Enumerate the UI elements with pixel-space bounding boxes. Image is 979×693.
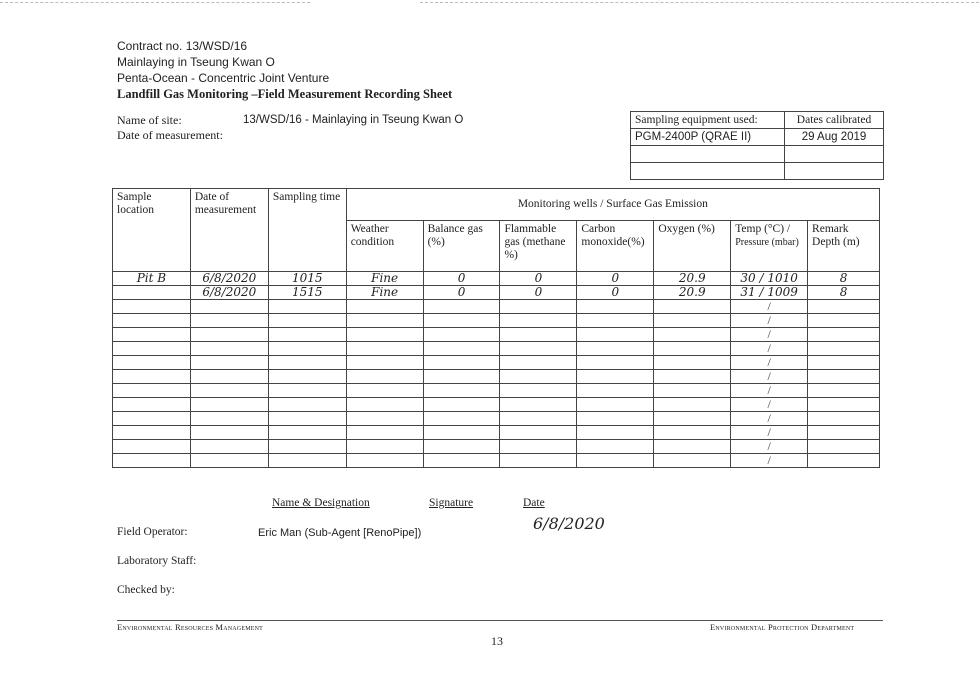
cell-co bbox=[577, 440, 654, 454]
cell-flammable bbox=[500, 370, 577, 384]
table-row bbox=[113, 342, 880, 356]
field-operator-name: Eric Man (Sub-Agent [RenoPipe]) bbox=[258, 527, 422, 539]
cell-weather bbox=[346, 314, 423, 328]
cell-oxygen bbox=[654, 384, 731, 398]
cell-temp: / bbox=[731, 426, 808, 440]
field-operator-label: Field Operator: bbox=[117, 526, 188, 538]
cell-weather bbox=[346, 384, 423, 398]
cell-balance bbox=[423, 314, 500, 328]
cell-temp: / bbox=[731, 440, 808, 454]
equipment-cell: PGM-2400P (QRAE II) bbox=[631, 129, 785, 146]
cell-balance bbox=[423, 384, 500, 398]
cell-temp: / bbox=[731, 300, 808, 314]
cell-weather bbox=[346, 342, 423, 356]
cell-flammable bbox=[500, 412, 577, 426]
cell-oxygen: 20.9 bbox=[654, 286, 731, 300]
cell-remark: 8 bbox=[808, 286, 880, 300]
cell-temp: / bbox=[731, 384, 808, 398]
header-temp: Temp (°C) / bbox=[735, 223, 791, 236]
cell-balance bbox=[423, 412, 500, 426]
cell-temp: / bbox=[731, 454, 808, 468]
cell-location bbox=[113, 370, 191, 384]
cell-temp: / bbox=[731, 328, 808, 342]
site-name-value: 13/WSD/16 - Mainlaying in Tseung Kwan O bbox=[243, 114, 464, 126]
cell-remark: 8 bbox=[808, 272, 880, 286]
cell-temp: / bbox=[731, 370, 808, 384]
cell-flammable bbox=[500, 384, 577, 398]
cell-remark bbox=[808, 398, 880, 412]
cell-date: 6/8/2020 bbox=[190, 272, 268, 286]
cell-co bbox=[577, 300, 654, 314]
header-monitoring-group: Monitoring wells / Surface Gas Emission bbox=[346, 189, 879, 221]
header-remark: Remark Depth (m) bbox=[808, 221, 880, 272]
cell-time bbox=[268, 440, 346, 454]
cell-time bbox=[268, 328, 346, 342]
cell-date: 6/8/2020 bbox=[190, 286, 268, 300]
cell-temp: / bbox=[731, 314, 808, 328]
cell-date bbox=[190, 412, 268, 426]
footer-left: Environmental Resources Management bbox=[117, 622, 263, 632]
cell-flammable bbox=[500, 426, 577, 440]
cell-co bbox=[577, 398, 654, 412]
table-row bbox=[113, 426, 880, 440]
cell-oxygen bbox=[654, 370, 731, 384]
cell-oxygen bbox=[654, 440, 731, 454]
cell-oxygen bbox=[654, 454, 731, 468]
cell-flammable bbox=[500, 398, 577, 412]
cell-remark bbox=[808, 440, 880, 454]
cell-co bbox=[577, 356, 654, 370]
cell-flammable: 0 bbox=[500, 272, 577, 286]
cell-date bbox=[190, 342, 268, 356]
cell-time bbox=[268, 370, 346, 384]
laboratory-staff-label: Laboratory Staff: bbox=[117, 555, 197, 567]
cell-location bbox=[113, 300, 191, 314]
cell-co bbox=[577, 426, 654, 440]
cell-oxygen bbox=[654, 426, 731, 440]
cell-time bbox=[268, 314, 346, 328]
cell-date bbox=[190, 314, 268, 328]
cell-location bbox=[113, 426, 191, 440]
cell-temp: / bbox=[731, 398, 808, 412]
cell-oxygen: 20.9 bbox=[654, 272, 731, 286]
signoff-date-header: Date bbox=[523, 497, 545, 509]
cell-date bbox=[190, 356, 268, 370]
equipment-header: Sampling equipment used: bbox=[631, 112, 785, 129]
cell-weather bbox=[346, 454, 423, 468]
table-row bbox=[113, 440, 880, 454]
table-row bbox=[113, 384, 880, 398]
table-row bbox=[113, 356, 880, 370]
header-oxygen: Oxygen (%) bbox=[654, 221, 731, 272]
cell-location bbox=[113, 286, 191, 300]
cell-weather bbox=[346, 412, 423, 426]
contractor-name: Penta-Ocean - Concentric Joint Venture bbox=[117, 71, 330, 85]
cell-location bbox=[113, 328, 191, 342]
cell-date bbox=[190, 370, 268, 384]
cell-time bbox=[268, 412, 346, 426]
cell-oxygen bbox=[654, 328, 731, 342]
cell-date bbox=[190, 300, 268, 314]
cell-date bbox=[190, 440, 268, 454]
cell-remark bbox=[808, 342, 880, 356]
cell-weather bbox=[346, 426, 423, 440]
header-sampling-time: Sampling time bbox=[268, 189, 346, 272]
cell-temp: / bbox=[731, 412, 808, 426]
cell-location bbox=[113, 356, 191, 370]
equipment-cell bbox=[631, 146, 785, 163]
equipment-cell bbox=[631, 163, 785, 180]
table-row bbox=[113, 314, 880, 328]
cell-co bbox=[577, 314, 654, 328]
cell-location bbox=[113, 398, 191, 412]
cell-location bbox=[113, 384, 191, 398]
cell-location: Pit B bbox=[113, 272, 191, 286]
cell-balance bbox=[423, 454, 500, 468]
cell-balance bbox=[423, 342, 500, 356]
cell-oxygen bbox=[654, 314, 731, 328]
cell-time bbox=[268, 426, 346, 440]
cell-co bbox=[577, 454, 654, 468]
cell-balance bbox=[423, 356, 500, 370]
cell-location bbox=[113, 454, 191, 468]
cell-flammable bbox=[500, 342, 577, 356]
cell-balance: 0 bbox=[423, 272, 500, 286]
cell-flammable bbox=[500, 356, 577, 370]
cell-flammable bbox=[500, 454, 577, 468]
footer-right: Environmental Protection Department bbox=[710, 622, 855, 632]
cell-remark bbox=[808, 384, 880, 398]
header-balance-gas: Balance gas (%) bbox=[423, 221, 500, 272]
cell-location bbox=[113, 314, 191, 328]
cell-oxygen bbox=[654, 300, 731, 314]
signoff-name-header: Name & Designation bbox=[272, 497, 370, 509]
cell-co bbox=[577, 328, 654, 342]
cell-remark bbox=[808, 356, 880, 370]
cell-flammable bbox=[500, 328, 577, 342]
header-sample-location: Sample location bbox=[113, 189, 191, 272]
project-name: Mainlaying in Tseung Kwan O bbox=[117, 55, 275, 69]
field-operator-date: 6/8/2020 bbox=[533, 514, 605, 533]
cell-weather bbox=[346, 398, 423, 412]
cell-time bbox=[268, 398, 346, 412]
measurement-date-label: Date of measurement: bbox=[117, 128, 223, 142]
cell-date bbox=[190, 398, 268, 412]
header-pressure: Pressure (mbar) bbox=[735, 237, 799, 249]
cell-time bbox=[268, 384, 346, 398]
cell-oxygen bbox=[654, 356, 731, 370]
cell-co bbox=[577, 412, 654, 426]
cell-remark bbox=[808, 412, 880, 426]
table-row bbox=[113, 328, 880, 342]
cell-oxygen bbox=[654, 342, 731, 356]
table-row bbox=[113, 272, 880, 286]
cell-balance bbox=[423, 426, 500, 440]
cell-balance bbox=[423, 370, 500, 384]
cell-time: 1515 bbox=[268, 286, 346, 300]
header-carbon-monoxide: Carbon monoxide(%) bbox=[577, 221, 654, 272]
header-flammable-gas: Flammable gas (methane %) bbox=[500, 221, 577, 272]
cell-temp: 30 / 1010 bbox=[731, 272, 808, 286]
cell-time: 1015 bbox=[268, 272, 346, 286]
table-row bbox=[113, 412, 880, 426]
cell-remark bbox=[808, 300, 880, 314]
cell-date bbox=[190, 454, 268, 468]
equipment-table bbox=[630, 111, 884, 180]
calibration-cell bbox=[785, 163, 884, 180]
table-row bbox=[113, 398, 880, 412]
cell-location bbox=[113, 440, 191, 454]
cell-oxygen bbox=[654, 398, 731, 412]
cell-temp: / bbox=[731, 356, 808, 370]
site-name-label: Name of site: bbox=[117, 113, 182, 127]
page-number: 13 bbox=[491, 634, 503, 648]
cell-flammable: 0 bbox=[500, 286, 577, 300]
cell-weather: Fine bbox=[346, 286, 423, 300]
contract-number: Contract no. 13/WSD/16 bbox=[117, 39, 248, 53]
cell-balance: 0 bbox=[423, 286, 500, 300]
calibration-cell bbox=[785, 146, 884, 163]
cell-weather bbox=[346, 356, 423, 370]
cell-time bbox=[268, 342, 346, 356]
cell-remark bbox=[808, 328, 880, 342]
cell-date bbox=[190, 426, 268, 440]
cell-time bbox=[268, 356, 346, 370]
cell-time bbox=[268, 454, 346, 468]
cell-co bbox=[577, 370, 654, 384]
cell-balance bbox=[423, 328, 500, 342]
cell-location bbox=[113, 412, 191, 426]
cell-weather bbox=[346, 300, 423, 314]
table-row bbox=[113, 370, 880, 384]
cell-balance bbox=[423, 398, 500, 412]
calibration-cell: 29 Aug 2019 bbox=[785, 129, 884, 146]
cell-flammable bbox=[500, 440, 577, 454]
signoff-signature-header: Signature bbox=[429, 497, 474, 509]
header-measurement-date: Date of measurement bbox=[190, 189, 268, 272]
cell-remark bbox=[808, 426, 880, 440]
cell-date bbox=[190, 328, 268, 342]
checked-by-label: Checked by: bbox=[117, 584, 175, 596]
cell-co: 0 bbox=[577, 272, 654, 286]
table-row bbox=[113, 286, 880, 300]
cell-flammable bbox=[500, 300, 577, 314]
footer-rule bbox=[117, 620, 883, 621]
cell-balance bbox=[423, 440, 500, 454]
cell-weather bbox=[346, 370, 423, 384]
sheet-title: Landfill Gas Monitoring –Field Measurement Recording Sheet bbox=[117, 87, 453, 101]
cell-co: 0 bbox=[577, 286, 654, 300]
table-row bbox=[113, 300, 880, 314]
header-temp-pressure bbox=[731, 221, 808, 272]
cell-co bbox=[577, 342, 654, 356]
cell-balance bbox=[423, 300, 500, 314]
cell-co bbox=[577, 384, 654, 398]
cell-weather bbox=[346, 440, 423, 454]
header-weather: Weather condition bbox=[346, 221, 423, 272]
cell-location bbox=[113, 342, 191, 356]
cell-remark bbox=[808, 370, 880, 384]
cell-remark bbox=[808, 454, 880, 468]
cell-temp: 31 / 1009 bbox=[731, 286, 808, 300]
table-row bbox=[113, 454, 880, 468]
cell-remark bbox=[808, 314, 880, 328]
cell-time bbox=[268, 300, 346, 314]
cell-flammable bbox=[500, 314, 577, 328]
cell-weather bbox=[346, 328, 423, 342]
calibration-header: Dates calibrated bbox=[785, 112, 884, 129]
cell-weather: Fine bbox=[346, 272, 423, 286]
cell-temp: / bbox=[731, 342, 808, 356]
cell-date bbox=[190, 384, 268, 398]
cell-oxygen bbox=[654, 412, 731, 426]
measurement-table bbox=[112, 188, 880, 468]
